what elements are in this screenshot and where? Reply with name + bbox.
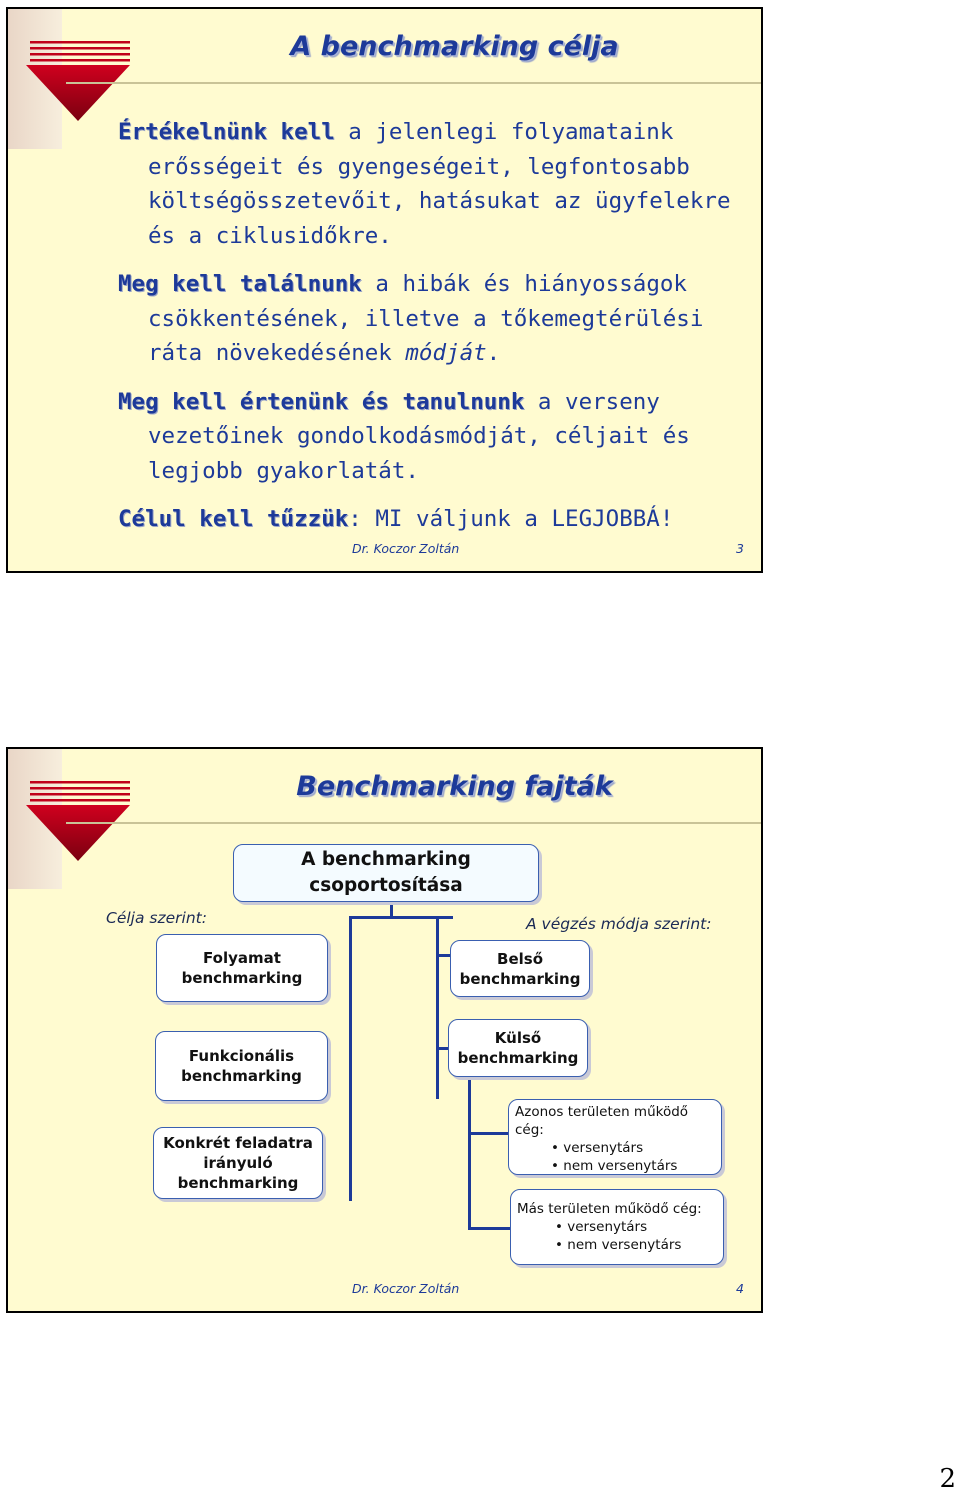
page-number: 2 bbox=[939, 1464, 956, 1494]
connector-line bbox=[436, 916, 439, 1099]
group-root-box: A benchmarking csoportosítása bbox=[233, 844, 539, 902]
process-benchmarking-box: Folyamat benchmarking bbox=[156, 934, 328, 1002]
paragraph-text: a hibák és hiányosságok csökkentésének, illetve a tőkemegtérülési ráta növekedésének bbox=[148, 271, 704, 366]
slide-number: 3 bbox=[736, 541, 744, 556]
paragraph-text: : MI váljunk a LEGJOBBÁ! bbox=[348, 506, 674, 532]
list-item: • nem versenytárs bbox=[555, 1236, 681, 1254]
bullet-paragraph bbox=[118, 385, 741, 489]
connector-line bbox=[468, 1079, 471, 1229]
connector-line bbox=[468, 1132, 508, 1135]
bullet-paragraph bbox=[118, 115, 741, 253]
external-benchmarking-box: Külső benchmarking bbox=[448, 1019, 588, 1077]
list-item: • nem versenytárs bbox=[551, 1157, 677, 1175]
slide-title: Benchmarking fajták bbox=[296, 771, 613, 802]
sub-box-list bbox=[515, 1139, 677, 1175]
sub-box-heading: Más területen működő cég: bbox=[517, 1201, 702, 1217]
slide-title: A benchmarking célja bbox=[290, 31, 619, 62]
internal-benchmarking-box: Belső benchmarking bbox=[450, 940, 590, 997]
sub-box-list bbox=[517, 1218, 681, 1254]
slide-number: 4 bbox=[736, 1281, 744, 1296]
emphasis-text: Célul kell tűzzük bbox=[118, 506, 349, 532]
bullet-paragraph bbox=[118, 267, 741, 371]
bullet-paragraph bbox=[118, 502, 741, 537]
slide-footer bbox=[8, 541, 761, 561]
task-benchmarking-box: Konkrét feladatra irányuló benchmarking bbox=[153, 1127, 323, 1199]
slide-footer bbox=[8, 1281, 761, 1301]
list-item: • versenytárs bbox=[555, 1218, 681, 1236]
connector-line bbox=[468, 1227, 510, 1230]
connector-line bbox=[436, 954, 450, 957]
slide-author: Dr. Koczor Zoltán bbox=[352, 541, 460, 556]
emphasis-text: Értékelnünk kell bbox=[118, 119, 335, 145]
sub-box-heading: Azonos területen működő cég: bbox=[515, 1104, 689, 1138]
method-label: A végzés módja szerint: bbox=[526, 915, 712, 933]
purpose-label: Célja szerint: bbox=[106, 909, 207, 927]
slide-2 bbox=[6, 747, 763, 1313]
slide-body bbox=[118, 115, 741, 551]
corner-arrow-icon bbox=[8, 749, 148, 889]
emphasis-text: Meg kell értenünk és tanulnunk bbox=[118, 388, 525, 415]
list-item: • versenytárs bbox=[551, 1139, 677, 1157]
slide-1 bbox=[6, 7, 763, 573]
paragraph-tail: . bbox=[486, 340, 501, 366]
slide-author: Dr. Koczor Zoltán bbox=[352, 1281, 460, 1296]
paragraph-text: a jelenlegi folyamataink erősségeit és gyengeségeit, legfontosabb költségösszetevőit, hatásukat az ügyfelekre és a ciklusidőkre. bbox=[148, 119, 731, 249]
title-divider bbox=[66, 822, 761, 824]
functional-benchmarking-box: Funkcionális benchmarking bbox=[155, 1031, 328, 1101]
other-field-company-box bbox=[510, 1189, 724, 1265]
emphasis-text: Meg kell találnunk bbox=[118, 271, 362, 297]
italic-text: módját bbox=[405, 340, 487, 366]
title-divider bbox=[66, 82, 761, 84]
connector-line bbox=[349, 916, 352, 1201]
paragraph-text: a verseny vezetőinek gondolkodásmódját, céljait és legjobb gyakorlatát. bbox=[148, 388, 690, 484]
same-field-company-box bbox=[508, 1099, 722, 1175]
